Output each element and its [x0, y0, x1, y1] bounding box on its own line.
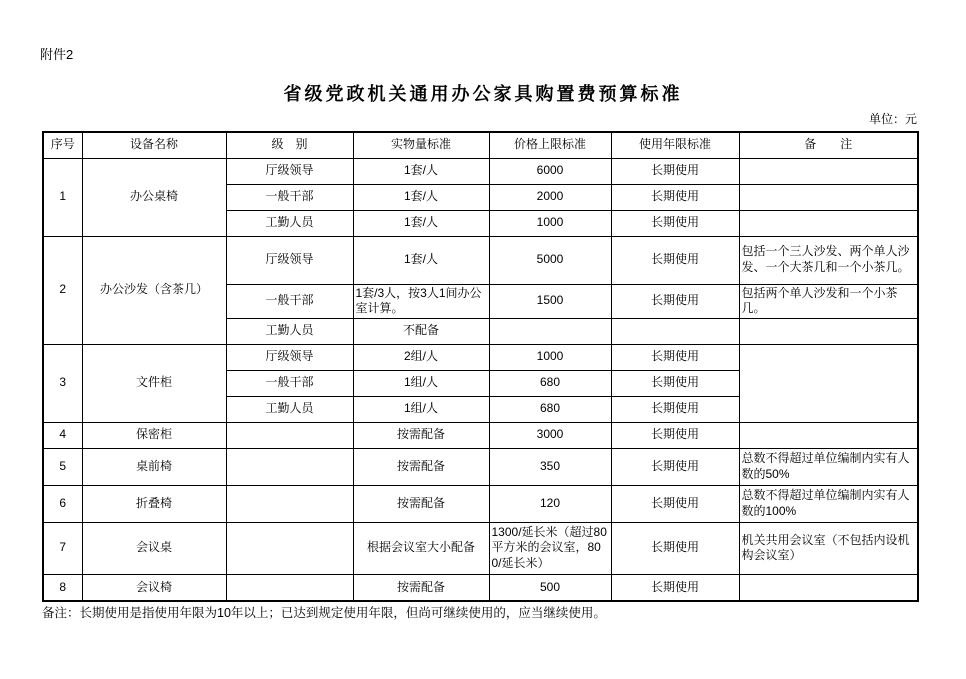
cell-price: 6000 — [489, 158, 611, 184]
table-row — [43, 485, 918, 522]
cell-note — [739, 344, 918, 422]
cell-name: 会议椅 — [82, 574, 226, 601]
cell-life — [611, 318, 739, 344]
cell-name: 办公沙发（含茶几） — [82, 236, 226, 344]
cell-price: 1500 — [489, 284, 611, 318]
cell-note: 包括一个三人沙发、两个单人沙发、一个大茶几和一个小茶几。 — [739, 236, 918, 284]
cell-level: 工勤人员 — [226, 396, 353, 422]
cell-no: 5 — [43, 448, 82, 485]
header-quantity: 实物量标准 — [353, 132, 489, 158]
header-name: 设备名称 — [82, 132, 226, 158]
cell-price: 1000 — [489, 344, 611, 370]
cell-name: 办公桌椅 — [82, 158, 226, 236]
cell-no: 1 — [43, 158, 82, 236]
cell-level — [226, 422, 353, 448]
table-header-row — [43, 132, 918, 158]
cell-qty: 1套/人 — [353, 236, 489, 284]
cell-qty: 按需配备 — [353, 574, 489, 601]
cell-no: 3 — [43, 344, 82, 422]
header-level: 级 别 — [226, 132, 353, 158]
header-life: 使用年限标准 — [611, 132, 739, 158]
cell-price: 680 — [489, 396, 611, 422]
cell-note — [739, 574, 918, 601]
cell-note — [739, 210, 918, 236]
cell-price — [489, 318, 611, 344]
cell-level: 工勤人员 — [226, 210, 353, 236]
cell-name: 文件柜 — [82, 344, 226, 422]
cell-life: 长期使用 — [611, 236, 739, 284]
cell-qty: 1组/人 — [353, 396, 489, 422]
cell-life: 长期使用 — [611, 370, 739, 396]
cell-note: 包括两个单人沙发和一个小茶几。 — [739, 284, 918, 318]
budget-standard-table — [42, 131, 919, 602]
cell-price: 2000 — [489, 184, 611, 210]
cell-life: 长期使用 — [611, 522, 739, 574]
cell-level: 一般干部 — [226, 184, 353, 210]
cell-no: 7 — [43, 522, 82, 574]
cell-level — [226, 485, 353, 522]
cell-price: 1000 — [489, 210, 611, 236]
cell-note — [739, 318, 918, 344]
cell-life: 长期使用 — [611, 448, 739, 485]
cell-qty: 1套/人 — [353, 184, 489, 210]
cell-level: 厅级领导 — [226, 236, 353, 284]
table-row — [43, 236, 918, 284]
cell-level: 一般干部 — [226, 284, 353, 318]
cell-price: 120 — [489, 485, 611, 522]
cell-price: 350 — [489, 448, 611, 485]
cell-price: 5000 — [489, 236, 611, 284]
cell-price: 3000 — [489, 422, 611, 448]
cell-name: 桌前椅 — [82, 448, 226, 485]
cell-level — [226, 448, 353, 485]
cell-name: 保密柜 — [82, 422, 226, 448]
cell-qty: 按需配备 — [353, 485, 489, 522]
cell-life: 长期使用 — [611, 574, 739, 601]
cell-qty: 2组/人 — [353, 344, 489, 370]
cell-price: 680 — [489, 370, 611, 396]
cell-life: 长期使用 — [611, 184, 739, 210]
cell-level — [226, 522, 353, 574]
header-note: 备 注 — [739, 132, 918, 158]
header-price: 价格上限标准 — [489, 132, 611, 158]
attachment-label: 附件2 — [40, 47, 74, 62]
cell-qty: 1组/人 — [353, 370, 489, 396]
cell-level: 工勤人员 — [226, 318, 353, 344]
cell-no: 2 — [43, 236, 82, 344]
cell-qty: 1套/人 — [353, 158, 489, 184]
table-row — [43, 574, 918, 601]
cell-life: 长期使用 — [611, 422, 739, 448]
cell-life: 长期使用 — [611, 344, 739, 370]
cell-qty: 1套/人 — [353, 210, 489, 236]
cell-level: 厅级领导 — [226, 158, 353, 184]
table-row — [43, 158, 918, 184]
cell-no: 8 — [43, 574, 82, 601]
cell-note — [739, 422, 918, 448]
cell-level: 一般干部 — [226, 370, 353, 396]
cell-name: 折叠椅 — [82, 485, 226, 522]
cell-qty: 按需配备 — [353, 448, 489, 485]
cell-note — [739, 184, 918, 210]
table-row — [43, 522, 918, 574]
table-row — [43, 448, 918, 485]
page-title: 省级党政机关通用办公家具购置费预算标准 — [283, 84, 683, 104]
cell-note: 总数不得超过单位编制内实有人数的50% — [739, 448, 918, 485]
table-row — [43, 344, 918, 370]
table-row — [43, 422, 918, 448]
cell-qty: 按需配备 — [353, 422, 489, 448]
cell-price: 500 — [489, 574, 611, 601]
cell-qty: 不配备 — [353, 318, 489, 344]
cell-no: 6 — [43, 485, 82, 522]
cell-level — [226, 574, 353, 601]
cell-life: 长期使用 — [611, 284, 739, 318]
cell-no: 4 — [43, 422, 82, 448]
cell-life: 长期使用 — [611, 158, 739, 184]
cell-level: 厅级领导 — [226, 344, 353, 370]
cell-note: 总数不得超过单位编制内实有人数的100% — [739, 485, 918, 522]
unit-label: 单位：元 — [868, 112, 917, 126]
cell-name: 会议桌 — [82, 522, 226, 574]
cell-price: 1300/延长米（超过80平方米的会议室，800/延长米） — [489, 522, 611, 574]
header-no: 序号 — [43, 132, 82, 158]
cell-note — [739, 158, 918, 184]
cell-life: 长期使用 — [611, 485, 739, 522]
cell-qty: 1套/3人，按3人1间办公室计算。 — [353, 284, 489, 318]
cell-life: 长期使用 — [611, 396, 739, 422]
cell-note: 机关共用会议室（不包括内设机构会议室） — [739, 522, 918, 574]
footer-note: 备注：长期使用是指使用年限为10年以上；已达到规定使用年限，但尚可继续使用的，应当继续使用。 — [42, 606, 606, 620]
cell-life: 长期使用 — [611, 210, 739, 236]
cell-qty: 根据会议室大小配备 — [353, 522, 489, 574]
